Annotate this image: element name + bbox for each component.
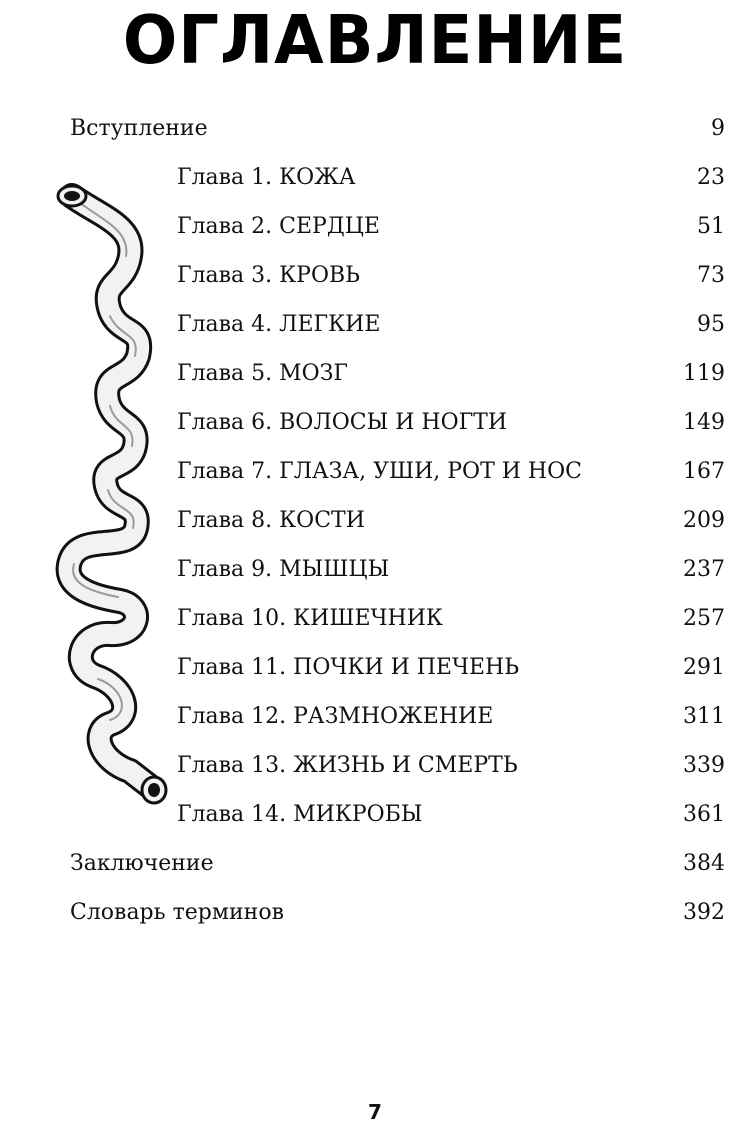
toc-entry-label: Словарь терминов [70, 900, 284, 925]
toc-entry [177, 161, 725, 195]
page-title: ОГЛАВЛЕНИЕ [122, 2, 628, 80]
toc-entry-page: 51 [697, 214, 725, 239]
toc-entry-page: 257 [683, 606, 725, 631]
toc-entry-label: Глава 12. РАЗМНОЖЕНИЕ [177, 704, 494, 729]
toc-entry-label: Глава 4. ЛЕГКИЕ [177, 312, 381, 337]
toc-entry-page: 9 [711, 116, 725, 141]
toc-entry [177, 504, 725, 538]
toc-entry-label: Глава 10. КИШЕЧНИК [177, 606, 443, 631]
intestine-illustration [40, 176, 170, 816]
toc-entry-label: Глава 8. КОСТИ [177, 508, 365, 533]
toc-entry [177, 798, 725, 832]
toc-entry [177, 651, 725, 685]
toc-entry-label: Глава 13. ЖИЗНЬ И СМЕРТЬ [177, 753, 518, 778]
toc-entry-page: 237 [683, 557, 725, 582]
toc-entry [177, 210, 725, 244]
toc-entry [177, 455, 725, 489]
toc-entry-label: Глава 6. ВОЛОСЫ И НОГТИ [177, 410, 508, 435]
toc-entry [177, 357, 725, 391]
toc-entry-label: Глава 3. КРОВЬ [177, 263, 360, 288]
toc-entry-label: Глава 9. МЫШЦЫ [177, 557, 390, 582]
toc-entry-label: Вступление [70, 116, 208, 141]
page-number: 7 [368, 1100, 382, 1124]
toc-entry-label: Глава 2. СЕРДЦЕ [177, 214, 380, 239]
toc-entry-page: 73 [697, 263, 725, 288]
toc-entry [70, 112, 725, 146]
toc-entry-label: Глава 5. МОЗГ [177, 361, 348, 386]
toc-entry-page: 23 [697, 165, 725, 190]
toc-entry-page: 311 [683, 704, 725, 729]
toc-entry-page: 339 [683, 753, 725, 778]
toc-entry-page: 291 [683, 655, 725, 680]
toc-entry-page: 384 [683, 851, 725, 876]
toc-entry-page: 149 [683, 410, 725, 435]
toc-entry [70, 896, 725, 930]
toc-entry-page: 361 [683, 802, 725, 827]
toc-entry [70, 847, 725, 881]
toc-entry-page: 95 [697, 312, 725, 337]
toc-entry [177, 259, 725, 293]
toc-entry [177, 553, 725, 587]
toc-entry-label: Глава 1. КОЖА [177, 165, 356, 190]
toc-entry-page: 209 [683, 508, 725, 533]
toc-entry [177, 406, 725, 440]
toc-entry-page: 392 [683, 900, 725, 925]
toc-entry [177, 308, 725, 342]
toc-entry [177, 602, 725, 636]
toc-entry [177, 700, 725, 734]
toc-entry-page: 119 [683, 361, 725, 386]
toc-entry-page: 167 [683, 459, 725, 484]
toc-entry-label: Глава 7. ГЛАЗА, УШИ, РОТ И НОС [177, 459, 582, 484]
toc-entry-label: Заключение [70, 851, 214, 876]
toc-entry-label: Глава 14. МИКРОБЫ [177, 802, 423, 827]
toc-entry [177, 749, 725, 783]
toc-entry-label: Глава 11. ПОЧКИ И ПЕЧЕНЬ [177, 655, 520, 680]
